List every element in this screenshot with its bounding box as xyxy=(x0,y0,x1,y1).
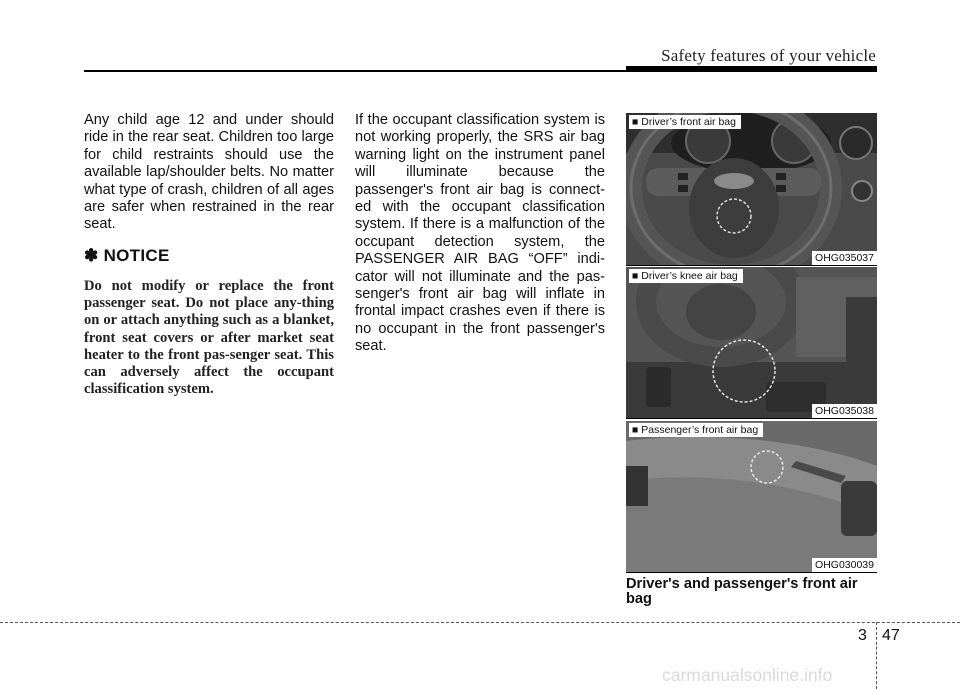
figure-label: ■ Passenger’s front air bag xyxy=(629,423,763,437)
notice-star-icon: ✽ xyxy=(84,246,99,265)
figure-caption: Driver's and passenger's front air bag xyxy=(626,576,858,607)
page-number: 47 xyxy=(882,627,900,644)
figure-code: OHG030039 xyxy=(812,558,877,572)
figure-driver-knee-airbag xyxy=(626,267,877,419)
steering-wheel-photo xyxy=(626,113,877,265)
header-title: Safety features of your vehicle xyxy=(661,46,876,65)
figure-code: OHG035037 xyxy=(812,251,877,265)
footer-rule xyxy=(0,622,960,623)
footer-divider xyxy=(876,622,877,689)
notice-heading xyxy=(84,246,170,266)
section-number: 3 xyxy=(858,627,867,644)
left-paragraph: Any child age 12 and under should ride in the rear seat. Children too large for child restraints should use the available lap/shoulder belts. No matter what type of crash, children of all ages are safer when restrained in the rear seat. xyxy=(84,112,334,233)
figure-label: ■ Driver’s knee air bag xyxy=(629,269,743,283)
notice-title: NOTICE xyxy=(103,246,170,265)
knee-airbag-photo xyxy=(626,267,877,418)
figure-label: ■ Driver’s front air bag xyxy=(629,115,741,129)
passenger-dashboard-photo xyxy=(626,421,877,572)
figure-code: OHG035038 xyxy=(812,404,877,418)
watermark: carmanualsonline.info xyxy=(662,665,833,685)
figure-driver-front-airbag xyxy=(626,113,877,266)
figure-passenger-front-airbag xyxy=(626,421,877,573)
header-rule-accent xyxy=(626,66,877,72)
middle-paragraph: If the occupant classification system is not working properly, the SRS air bag warning light on the instrument panel will illuminate because the passenger's front air bag is connect-ed with the occupant classification system. If there is a malfunction of the occupant detection system, the PASSENGER AIR BAG “OFF” indi-cator will not illuminate and the pas-senger's front air bag will inflate in frontal impact crashes even if there is no occupant in the front passenger's seat. xyxy=(355,112,605,355)
notice-text: Do not modify or replace the front passenger seat. Do not place any-thing on or attach anything such as a blanket, front seat covers or after market seat heater to the front pas-senger seat. This can adversely affect the occupant classification system. xyxy=(84,278,334,398)
